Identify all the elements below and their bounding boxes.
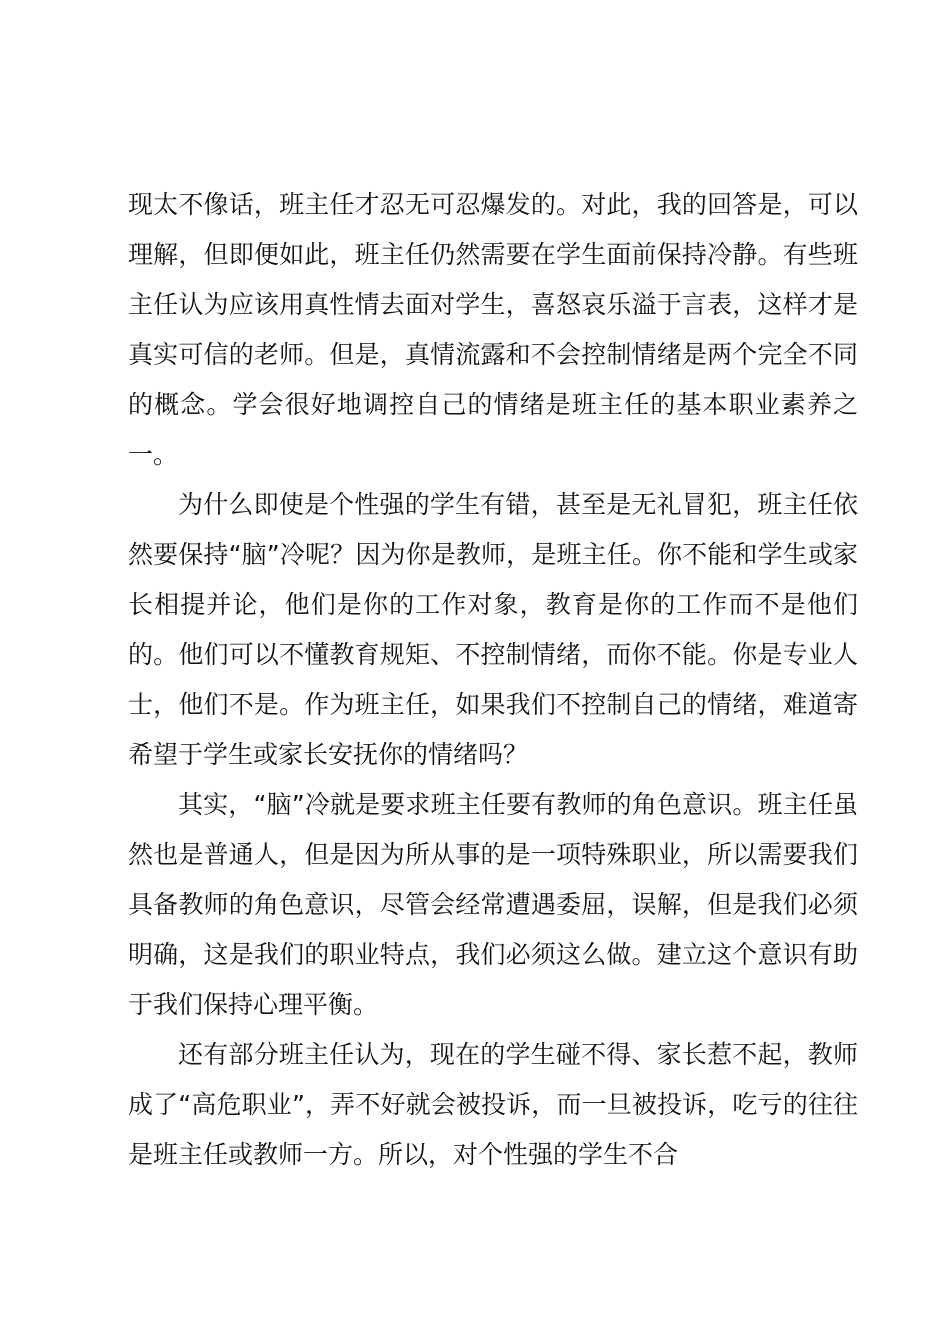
paragraph-continued: 现太不像话，班主任才忍无可忍爆发的。对此，我的回答是，可以理解，但即便如此，班主任仍然需要在学生面前保持冷静。有些班主任认为应该用真性情去面对学生，喜怒哀乐溢于言表，这样才是真实可信的老师。但是，真情流露和不会控制情绪是两个完全不同的概念。学会很好地调控自己的情绪是班主任的基本职业素养之一。	[128, 190, 858, 469]
paragraph: 还有部分班主任认为，现在的学生碰不得、家长惹不起，教师成了“高危职业”，弄不好就会被投诉，而一旦被投诉，吃亏的往往是班主任或教师一方。所以，对个性强的学生不合	[128, 1040, 858, 1169]
document-body	[128, 180, 858, 1180]
paragraph: 为什么即使是个性强的学生有错，甚至是无礼冒犯，班主任依然要保持“脑”冷呢？因为你是教师，是班主任。你不能和学生或家长相提并论，他们是你的工作对象，教育是你的工作而不是他们的。他们可以不懂教育规矩、不控制情绪，而你不能。你是专业人士，他们不是。作为班主任，如果我们不控制自己的情绪，难道寄希望于学生或家长安抚你的情绪吗？	[128, 490, 858, 769]
paragraph: 其实，“脑”冷就是要求班主任要有教师的角色意识。班主任虽然也是普通人，但是因为所从事的是一项特殊职业，所以需要我们具备教师的角色意识，尽管会经常遭遇委屈，误解，但是我们必须明确，这是我们的职业特点，我们必须这么做。建立这个意识有助于我们保持心理平衡。	[128, 790, 858, 1019]
